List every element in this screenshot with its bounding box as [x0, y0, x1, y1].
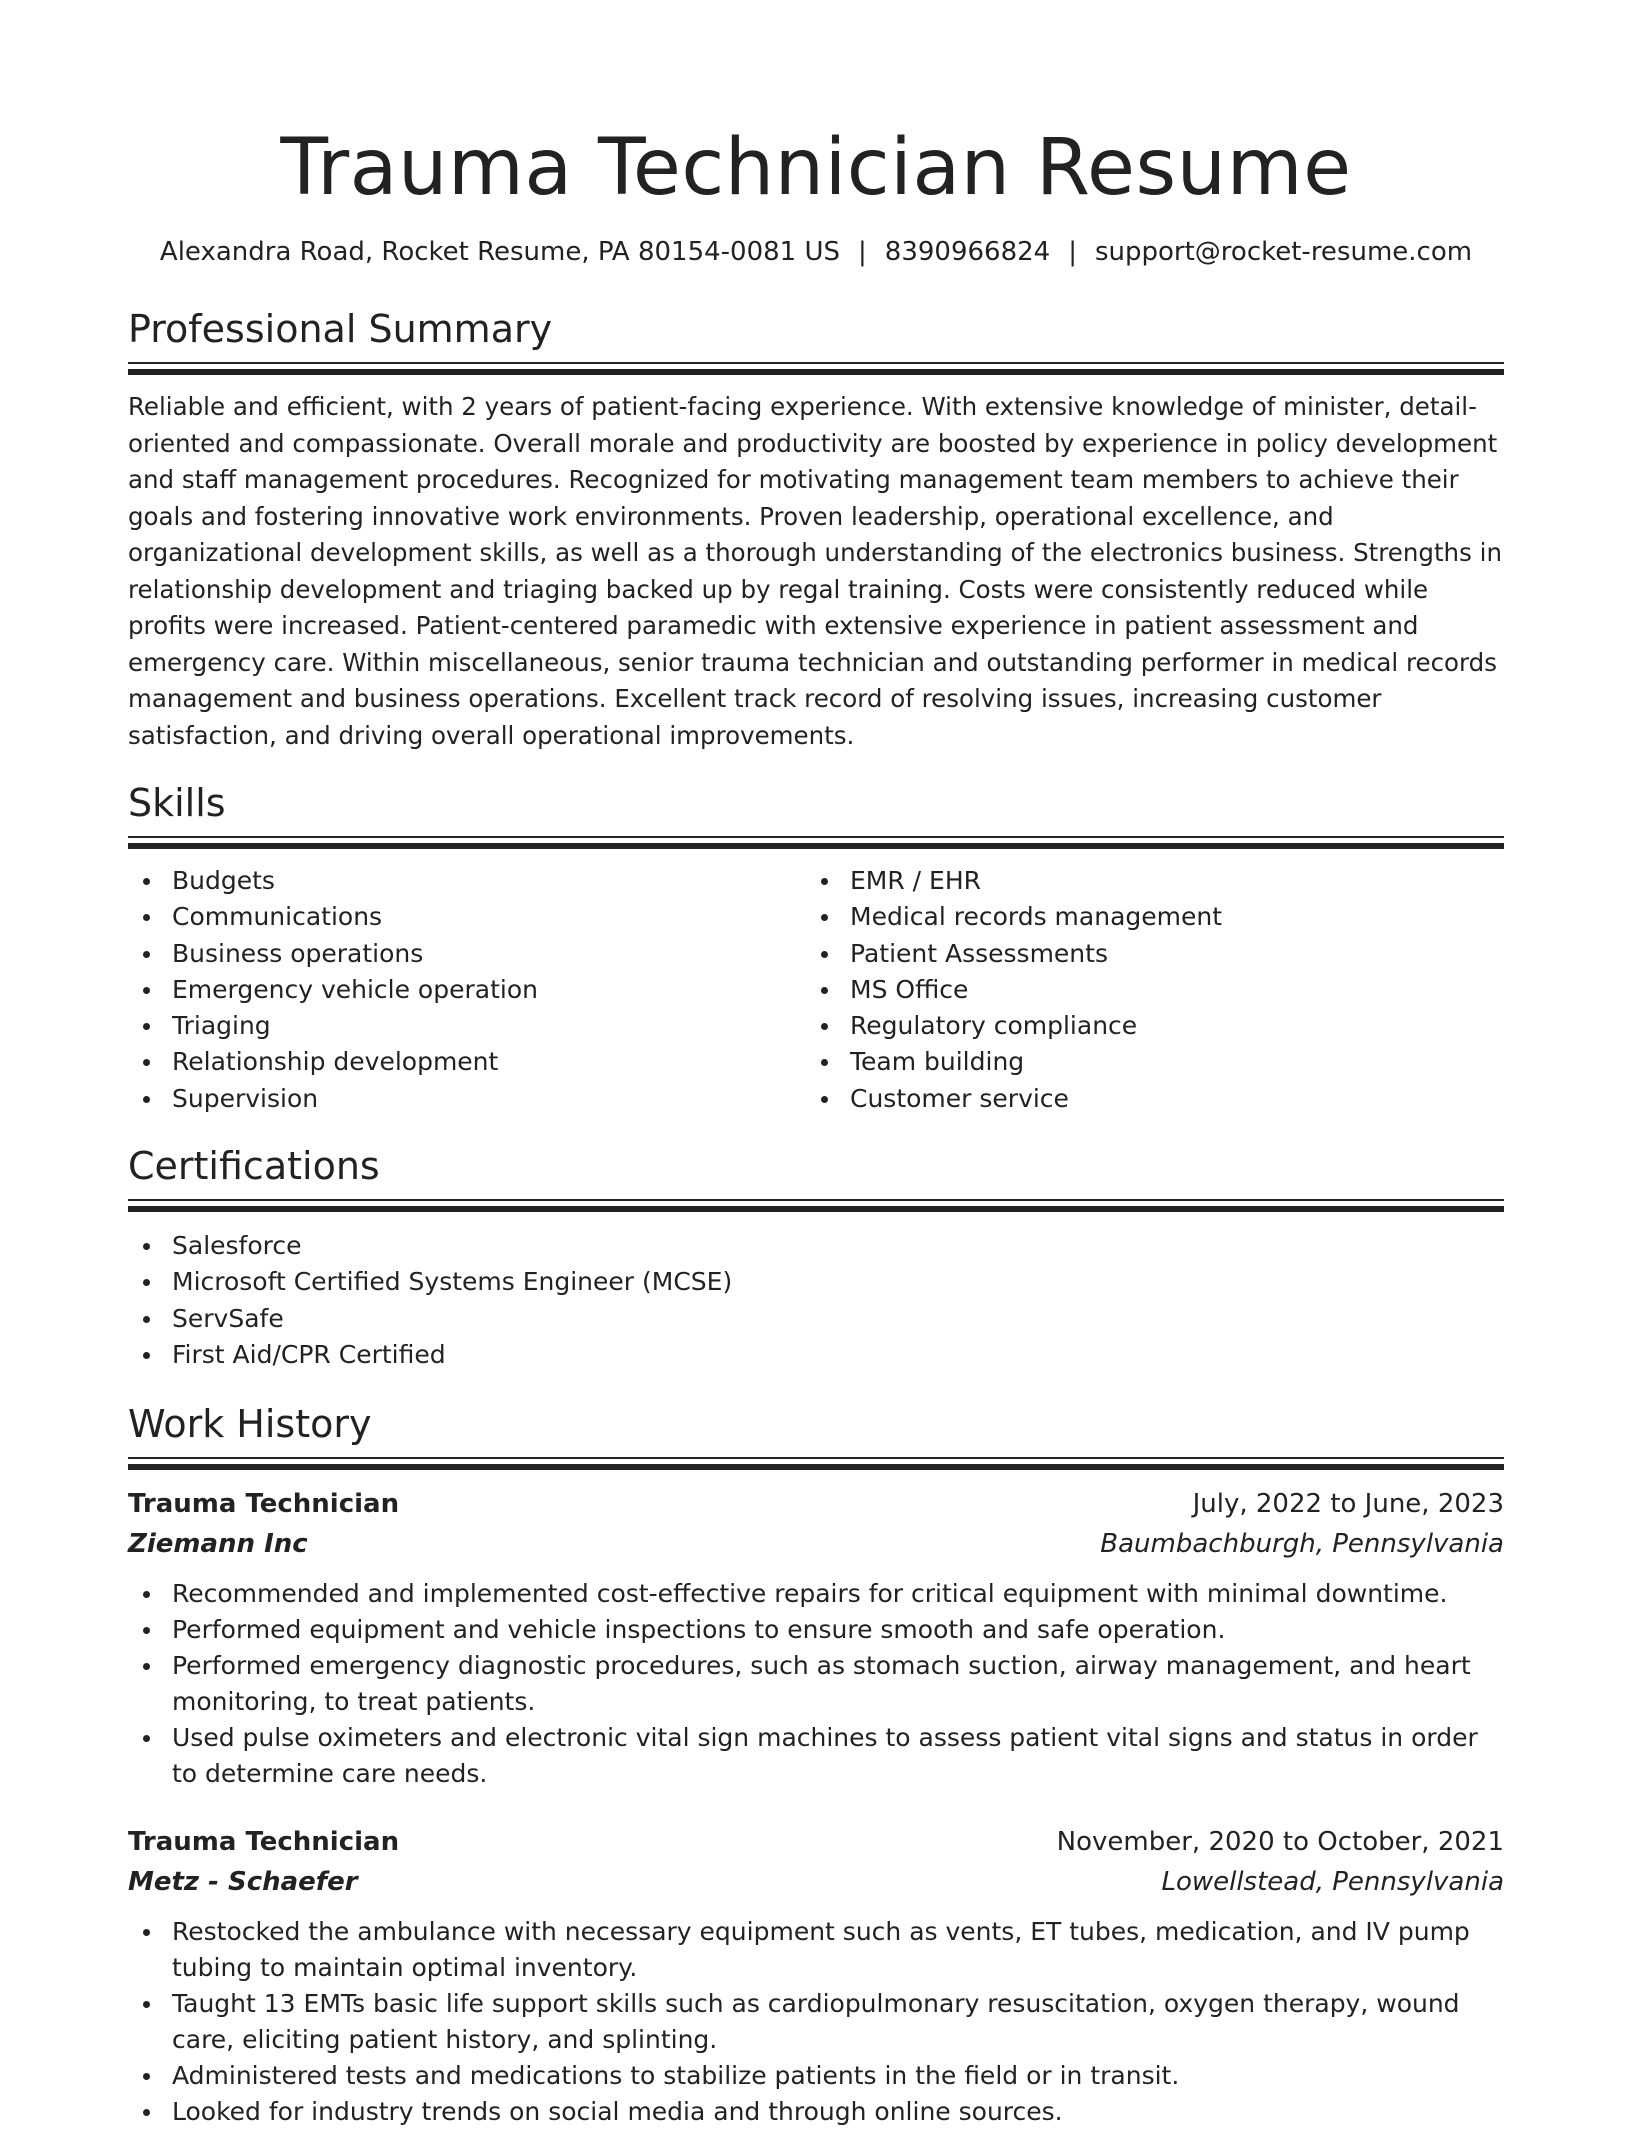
job-dates: November, 2020 to October, 2021 [1056, 1827, 1504, 1858]
skills-section [128, 778, 1504, 1117]
certifications-heading: Certifications [128, 1144, 380, 1189]
job-company: Ziemann Inc [128, 1529, 308, 1560]
job-bullets [128, 1576, 1504, 1792]
contact-separator: | [858, 237, 867, 267]
skill-item: Regulatory compliance [806, 1008, 1484, 1044]
certifications-list [128, 1228, 1504, 1373]
section-rule [128, 1457, 1504, 1459]
contact-line [128, 234, 1504, 270]
job-bullets [128, 1914, 1504, 2130]
job-bullet: Used pulse oximeters and electronic vital sign machines to assess patient vital signs and status in order to determine care needs. [128, 1720, 1504, 1792]
job-bullet: Recommended and implemented cost-effective repairs for critical equipment with minimal downtime. [128, 1576, 1504, 1612]
section-rule-thick [128, 369, 1504, 375]
skills-columns [128, 863, 1504, 1117]
certifications-section [128, 1141, 1504, 1373]
certification-item: First Aid/CPR Certified [128, 1337, 1504, 1373]
skill-item: MS Office [806, 972, 1484, 1008]
certification-item: Microsoft Certified Systems Engineer (MCSE) [128, 1264, 1504, 1300]
summary-heading: Professional Summary [128, 307, 553, 351]
skill-item: Emergency vehicle operation [128, 972, 806, 1008]
job-entry [128, 1484, 1504, 1792]
skill-item: Medical records management [806, 899, 1484, 935]
job-bullet: Performed emergency diagnostic procedures, such as stomach suction, airway management, and heart monitoring, to treat patients. [128, 1648, 1504, 1720]
skill-item: Supervision [128, 1081, 806, 1117]
job-header-row [128, 1484, 1504, 1524]
job-bullet: Restocked the ambulance with necessary equipment such as vents, ET tubes, medication, and IV pump tubing to maintain optimal inventory. [128, 1914, 1504, 1986]
contact-separator: | [1068, 237, 1077, 267]
skills-heading: Skills [128, 781, 226, 825]
skill-item: Relationship development [128, 1044, 806, 1080]
skills-list-right [806, 863, 1484, 1117]
summary-text: Reliable and efficient, with 2 years of patient-facing experience. With extensive knowledge of minister, detail-oriented and compassionate. Overall morale and productivity are boosted by experience in policy development and staff management procedures. Recognized for motivating management team members to achieve their goals and fostering innovative work environments. Proven leadership, operational excellence, and organizational development skills, as well as a thorough understanding of the electronics business. Strengths in relationship development and triaging backed up by regal training. Costs were consistently reduced while profits were increased. Patient-centered paramedic with extensive experience in patient assessment and emergency care. Within miscellaneous, senior trauma technician and outstanding performer in medical records management and business operations. Excellent track record of resolving issues, increasing customer satisfaction, and driving overall operational improvements. [128, 392, 1502, 750]
job-company-row [128, 1524, 1504, 1564]
work-history-section [128, 1399, 1504, 2130]
section-rule-thick [128, 843, 1504, 849]
job-dates: July, 2022 to June, 2023 [1192, 1489, 1504, 1520]
skill-item: Team building [806, 1044, 1484, 1080]
skill-item: Business operations [128, 936, 806, 972]
section-rule [128, 836, 1504, 838]
section-rule [128, 1199, 1504, 1201]
skill-item: Patient Assessments [806, 936, 1484, 972]
section-rule-thick [128, 1464, 1504, 1470]
job-title: Trauma Technician [128, 1489, 400, 1520]
section-rule-thick [128, 1206, 1504, 1212]
job-location: Lowellstead, Pennsylvania [1161, 1867, 1504, 1898]
job-bullet: Taught 13 EMTs basic life support skills such as cardiopulmonary resuscitation, oxygen therapy, wound care, eliciting patient history, and splinting. [128, 1986, 1504, 2058]
job-header-row [128, 1822, 1504, 1862]
job-bullet: Looked for industry trends on social media and through online sources. [128, 2094, 1504, 2130]
work-history-heading: Work History [128, 1402, 372, 1447]
skills-list-left [128, 863, 806, 1117]
skill-item: EMR / EHR [806, 863, 1484, 899]
contact-email: support@rocket-resume.com [1094, 237, 1473, 267]
job-entry [128, 1822, 1504, 2130]
skill-item: Communications [128, 899, 806, 935]
job-company: Metz - Schaefer [128, 1867, 358, 1898]
contact-phone: 8390966824 [884, 237, 1051, 267]
job-location: Baumbachburgh, Pennsylvania [1100, 1529, 1504, 1560]
job-bullet: Performed equipment and vehicle inspections to ensure smooth and safe operation. [128, 1612, 1504, 1648]
skill-item: Customer service [806, 1081, 1484, 1117]
skill-item: Budgets [128, 863, 806, 899]
job-company-row [128, 1862, 1504, 1902]
certification-item: Salesforce [128, 1228, 1504, 1264]
resume-title: Trauma Technician Resume [280, 123, 1352, 213]
skill-item: Triaging [128, 1008, 806, 1044]
section-rule [128, 362, 1504, 364]
job-bullet: Administered tests and medications to stabilize patients in the field or in transit. [128, 2058, 1504, 2094]
job-title: Trauma Technician [128, 1827, 400, 1858]
contact-address: Alexandra Road, Rocket Resume, PA 80154-0081 US [159, 237, 841, 267]
summary-section [128, 304, 1504, 754]
certification-item: ServSafe [128, 1301, 1504, 1337]
